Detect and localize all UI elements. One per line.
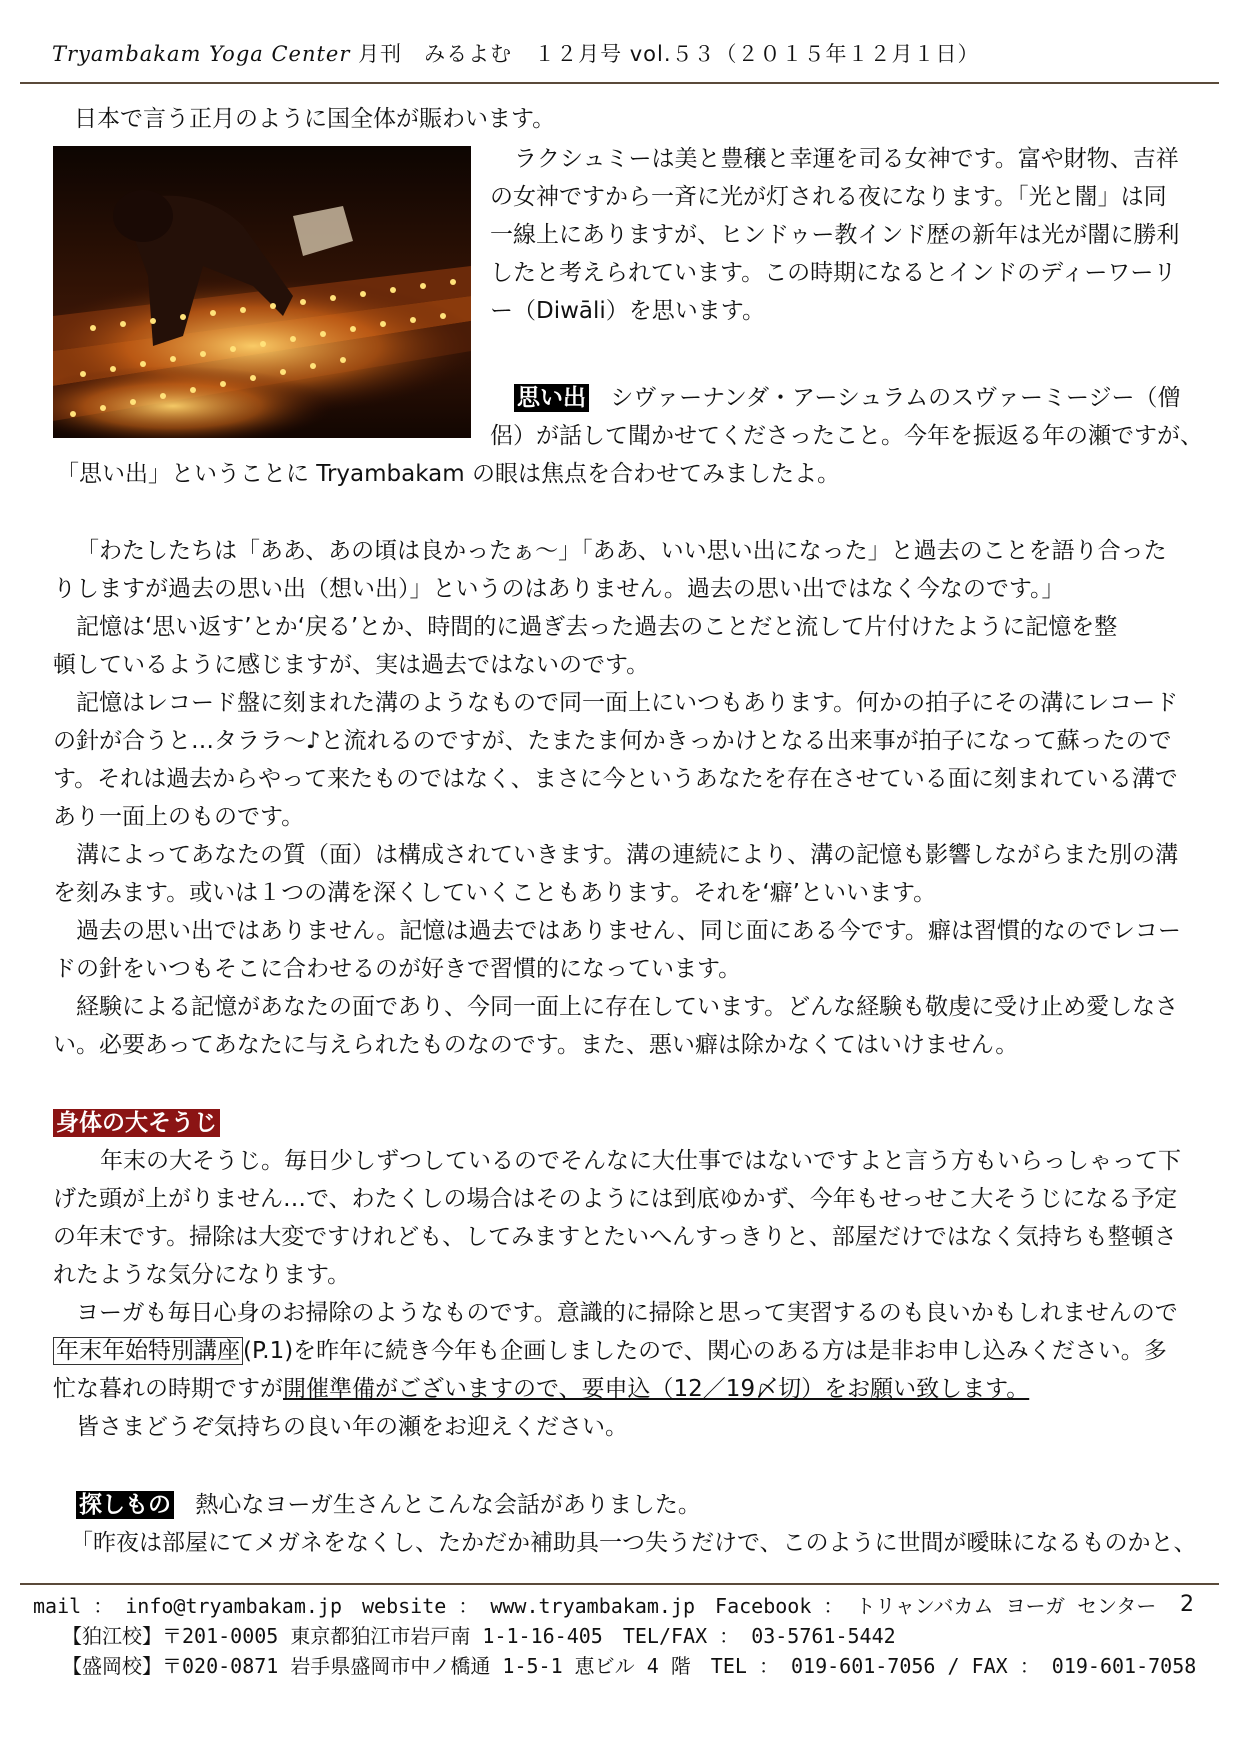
memory-line-3: 記憶は‘思い返す’とか‘戻る’とか、時間的に過ぎ去った過去のことだと流して片付けたように記憶を整 <box>76 614 1118 640</box>
busy-season-text: 忙な暮れの時期ですが <box>53 1376 283 1402</box>
memory-line-11: 過去の思い出ではありません。記憶は過去ではありません、同じ面にある今です。癖は習慣的なのでレコー <box>76 918 1181 944</box>
lakshmi-line-3: 一線上にありますが、ヒンドゥー教インド歴の新年は光が闇に勝利 <box>490 222 1180 248</box>
page-number: 2 <box>1180 1592 1194 1617</box>
memory-line-14: い。必要あってあなたに与えられたものなのです。また、悪い癖は除かなくてはいけません。 <box>53 1032 1019 1058</box>
omoide-line-3: 「思い出」ということに Tryambakam の眼は焦点を合わせてみましたよ。 <box>56 461 840 487</box>
lakshmi-line-1: ラクシュミーは美と豊穣と幸運を司る女神です。富や財物、吉祥 <box>514 146 1179 172</box>
memory-line-9: 溝によってあなたの質（面）は構成されていきます。溝の連続により、溝の記憶も影響しながらまた別の溝 <box>76 842 1179 868</box>
issue-info: 月刊 みるよむ １２月号 vol.５３（２０１５年１２月１日） <box>358 42 980 66</box>
cleaning-line-3: の年末です。掃除は大変ですけれども、してみますとたいへんすっきりと、部屋だけではなく気持ちも整頓さ <box>53 1224 1177 1250</box>
footer-divider <box>20 1583 1219 1585</box>
cleaning-line-5: ヨーガも毎日心身のお掃除のようなものです。意識的に掃除と思って実習するのも良いかもしれませんので <box>76 1300 1178 1326</box>
memory-line-6: の針が合うと…タララ～♪と流れるのですが、たまたま何かきっかけとなる出来事が拍子になって蘇ったので <box>53 728 1172 754</box>
brand-name: Tryambakam Yoga Center <box>52 42 351 66</box>
omoide-label: 思い出 <box>514 384 589 412</box>
diwali-lamps-photo <box>53 146 471 438</box>
omoide-line-1: シヴァーナンダ・アーシュラムのスヴァーミージー（僧 <box>610 385 1181 411</box>
cleaning-line-2: げた頭が上がりません…で、わたくしの場合はそのようには到底ゆかず、今年もせっせこ大そうじになる予定 <box>53 1186 1178 1212</box>
diwali-lamps-image <box>53 146 471 438</box>
registration-notice: 開催準備がございますので、要申込（12／19〆切）をお願い致します。 <box>283 1376 1030 1402</box>
cleaning-label: 身体の大そうじ <box>53 1109 220 1137</box>
memory-line-8: あり一面上のものです。 <box>53 804 305 830</box>
memory-line-7: す。それは過去からやって来たものではなく、まさに今というあなたを存在させている面に刻まれている溝で <box>53 766 1178 792</box>
cleaning-line-6 <box>53 1333 1167 1371</box>
course-description: (P.1)を昨年に続き今年も企画しましたので、関心のある方は是非お申し込みください。多 <box>243 1338 1167 1364</box>
intro-line: 日本で言う正月のように国全体が賑わいます。 <box>74 106 556 132</box>
year-end-course-label: 年末年始特別講座 <box>53 1337 243 1365</box>
sagashi-label: 探しもの <box>76 1491 174 1519</box>
cleaning-line-7 <box>53 1371 1029 1409</box>
memory-line-2: りしますが過去の思い出（想い出）」というのはありません。過去の思い出ではなく今なのです。」 <box>53 576 1065 602</box>
memory-line-4: 頓しているように感じますが、実は過去ではないのです。 <box>53 652 650 678</box>
footer-contact: mail ： info@tryambakam.jp website ： www.tryambakam.jp Facebook ： トリャンバカム ヨーガ センター <box>33 1594 1157 1618</box>
memory-line-1: 「わたしたちは「ああ、あの頃は良かったぁ～」「ああ、いい思い出になった」と過去のことを語り合った <box>76 538 1167 564</box>
sagashi-line-2: 「昨夜は部屋にてメガネをなくし、たかだか補助具一つ失うだけで、このように世間が曖昧になるものかと、 <box>70 1530 1197 1556</box>
footer-komae-address: 【狛江校】〒201-0005 東京都狛江市岩戸南 1-1-16-405 TEL/FAX ： 03-5761-5442 <box>62 1624 896 1648</box>
memory-line-13: 経験による記憶があなたの面であり、今同一面上に存在しています。どんな経験も敬虔に受け止め愛しなさ <box>76 994 1179 1020</box>
omoide-heading-line <box>514 380 1180 418</box>
header-divider <box>20 82 1219 84</box>
sagashi-line-1: 熱心なヨーガ生さんとこんな会話がありました。 <box>195 1492 701 1518</box>
cleaning-line-1: 年末の大そうじ。毎日少しずつしているのでそんなに大仕事ではないですよと言う方もいらっしゃって下 <box>100 1148 1181 1174</box>
lakshmi-line-2: の女神ですから一斉に光が灯される夜になります。「光と闇」は同 <box>490 184 1167 210</box>
memory-line-10: を刻みます。或いは１つの溝を深くしていくこともあります。それを‘癖’といいます。 <box>53 880 937 906</box>
memory-line-12: ドの針をいつもそこに合わせるのが好きで習慣的になっています。 <box>53 956 742 982</box>
newsletter-header <box>52 38 980 68</box>
lakshmi-line-5: ー（Diwāli）を思います。 <box>490 298 765 324</box>
lakshmi-line-4: したと考えられています。この時期になるとインドのディーワーリ <box>490 260 1177 286</box>
memory-line-5: 記憶はレコード盤に刻まれた溝のようなもので同一面上にいつもあります。何かの拍子にその溝にレコード <box>76 690 1179 716</box>
footer-morioka-address: 【盛岡校】〒020-0871 岩手県盛岡市中ノ橋通 1-5-1 恵ビル 4 階 TEL ： 019-601-7056 / FAX ： 019-601-7058 <box>62 1654 1197 1678</box>
cleaning-heading <box>53 1105 220 1143</box>
sagashi-heading-line <box>76 1487 701 1525</box>
omoide-line-2: 侶）が話して聞かせてくださったこと。今年を振返る年の瀬ですが、 <box>490 423 1203 449</box>
cleaning-line-4: れたような気分になります。 <box>53 1262 351 1288</box>
cleaning-closing: 皆さまどうぞ気持ちの良い年の瀬をお迎えください。 <box>76 1414 628 1440</box>
